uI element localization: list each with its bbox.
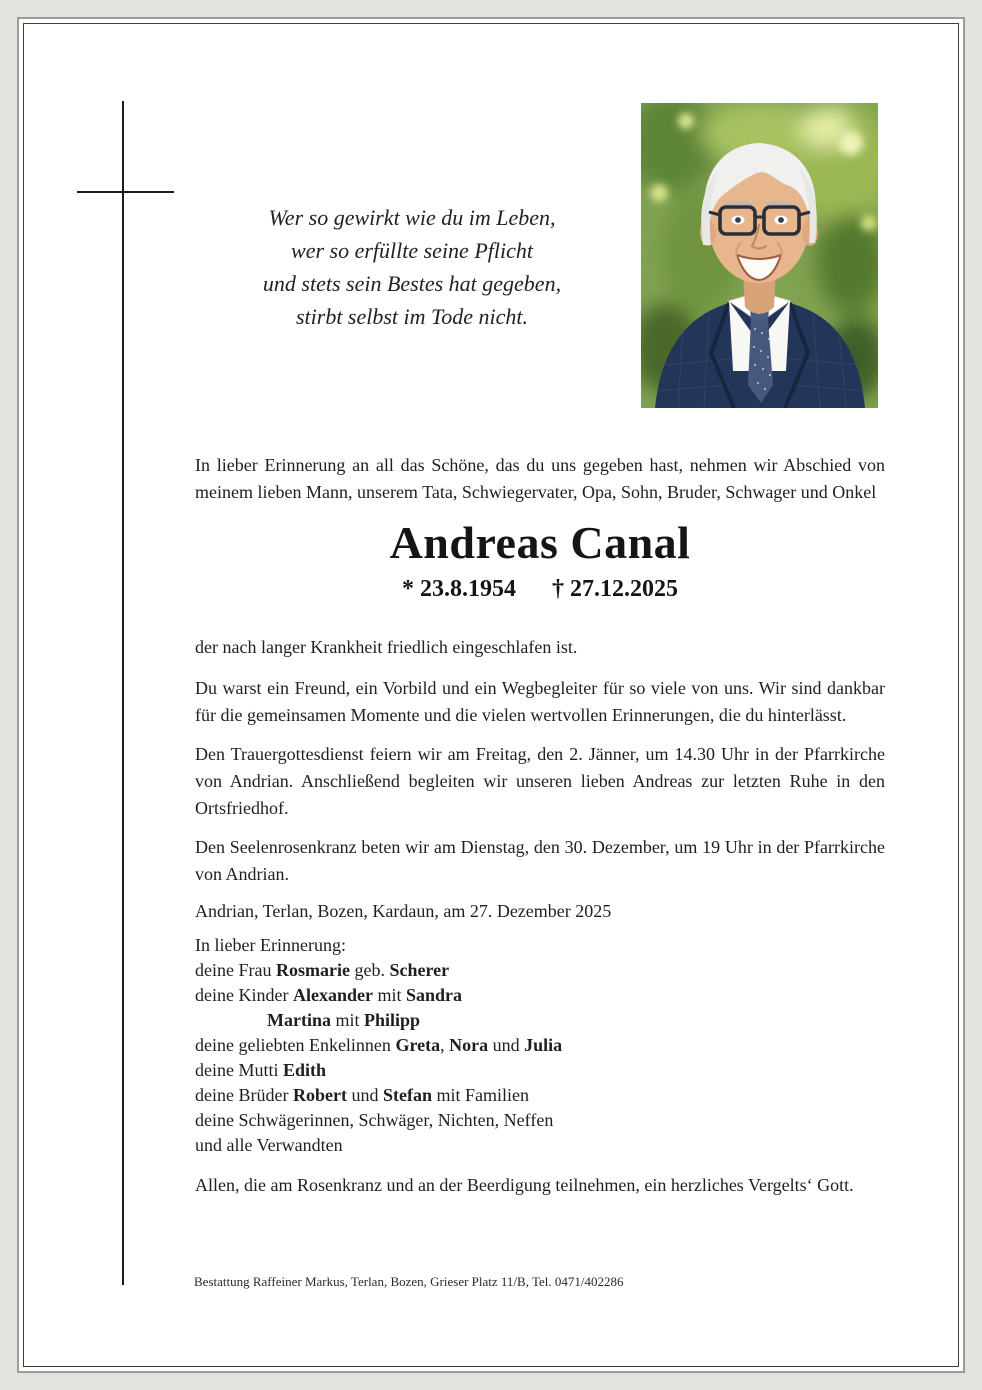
card-body: [195, 452, 885, 1199]
life-dates: [195, 574, 885, 604]
mourners-list: [195, 933, 885, 1158]
paragraph-tribute: Du warst ein Freund, ein Vorbild und ein Wegbegleiter für so viele von uns. Wir sind dankbar für die gemeinsamen Momente und die vielen wertvollen Erinnerungen, die du hinterlässt.: [195, 678, 885, 725]
cross-horizontal-line: [77, 191, 174, 193]
paragraph-rosary: Den Seelenrosenkranz beten wir am Dienstag, den 30. Dezember, um 19 Uhr in der Pfarrkirche von Andrian.: [195, 837, 885, 884]
death-date: † 27.12.2025: [552, 576, 678, 602]
closing-thanks: Allen, die am Rosenkranz und an der Beerdigung teilnehmen, ein herzliches Vergelts‘ Gott.: [195, 1175, 854, 1195]
funeral-home-info: Bestattung Raffeiner Markus, Terlan, Bozen, Grieser Platz 11/B, Tel. 0471/402286: [194, 1274, 624, 1289]
mourners-heading: In lieber Erinnerung:: [195, 935, 346, 955]
deceased-name: Andreas Canal: [389, 517, 691, 568]
paragraph-passing: der nach langer Krankheit friedlich eingeschlafen ist.: [195, 637, 578, 657]
portrait-illustration: [641, 103, 878, 408]
cross-vertical-line: [122, 101, 124, 1285]
paragraph-funeral-service: Den Trauergottesdienst feiern wir am Freitag, den 2. Jänner, um 14.30 Uhr in der Pfarrkirche von Andrian. Anschließend begleiten wir unseren lieben Andreas zur letzten Ruhe in den Ortsfriedhof.: [195, 744, 885, 818]
memorial-poem: Wer so gewirkt wie du im Leben, wer so erfüllte seine Pflicht und stets sein Bestes hat gegeben, stirbt selbst im Tode nicht.: [262, 205, 562, 329]
mourners-lines: deine Frau Rosmarie geb. Scherer deine Kinder Alexander mit Sandra Martina mit Philipp deine geliebten Enkelinnen Greta, Nora und Julia deine Mutti Edith deine Brüder Robert und Stefan mit Familien deine Schwägerinnen, Schwäger, Nichten, Neffen und alle Verwandten: [195, 960, 563, 1155]
deceased-photo: [641, 103, 878, 408]
birth-date: * 23.8.1954: [402, 576, 516, 602]
intro-paragraph: In lieber Erinnerung an all das Schöne, das du uns gegeben hast, nehmen wir Abschied von meinem lieben Mann, unserem Tata, Schwiegervater, Opa, Sohn, Bruder, Schwager und Onkel: [195, 455, 885, 502]
dateline: Andrian, Terlan, Bozen, Kardaun, am 27. Dezember 2025: [195, 901, 612, 921]
